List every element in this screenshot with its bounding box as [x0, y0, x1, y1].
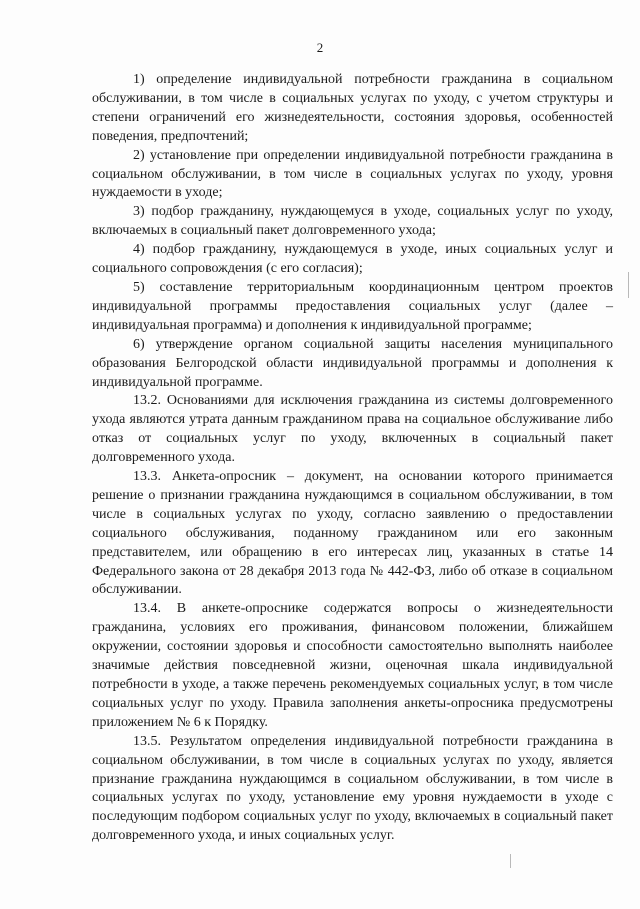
paragraph-item-3: 3) подбор гражданину, нуждающемуся в уходе, социальных услуг по уходу, включаемых в социальный пакет долговременного ухода; [92, 204, 613, 239]
paragraph-13-5: 13.5. Результатом определения индивидуальной потребности гражданина в социальном обслуживании, в том числе в социальных услугах по уходу, является признание гражданина нуждающимся в социальном обслуживании, в том числе в социальных услугах по уходу, установление ему уровня нуждаемости в уходе с последующим подбором социальных услуг по уходу, включаемых в социальный пакет долговременного ухода, и иных социальных услуг. [92, 733, 613, 844]
paragraph-item-4: 4) подбор гражданину, нуждающемуся в уходе, иных социальных услуг и социального сопровождения (с его согласия); [92, 242, 613, 277]
paragraph-item-6: 6) утверждение органом социальной защиты населения муниципального образования Белгородской области индивидуальной программы и дополнения к индивидуальной программе. [92, 336, 613, 390]
paragraph-item-1: 1) определение индивидуальной потребности гражданина в социальном обслуживании, в том числе в социальных услугах по уходу, с учетом структуры и степени ограничений его жизнедеятельности, состояния здоровья, особенностей поведения, предпочтений; [92, 72, 613, 144]
scan-artifact-line [628, 272, 629, 298]
page-number: 2 [316, 40, 324, 55]
paragraph-item-5: 5) составление территориальным координационным центром проектов индивидуальной программы предоставления социальных услуг (далее – индивидуальная программа) и дополнения к индивидуальной программе; [92, 279, 613, 333]
document-body [92, 71, 613, 846]
paragraph-13-2: 13.2. Основаниями для исключения гражданина из системы долговременного ухода являются утрата данным гражданином права на социальное обслуживание либо отказ от социальных услуг по уходу, включенных в социальный пакет долговременного ухода. [92, 393, 613, 466]
paragraph-item-2: 2) установление при определении индивидуальной потребности гражданина в социальном обслуживании, в том числе в социальных услугах по уходу, уровня нуждаемости в уходе; [92, 147, 613, 201]
paragraph-13-4: 13.4. В анкете-опроснике содержатся вопросы о жизнедеятельности гражданина, условиях его проживания, финансовом положении, ближайшем окружении, состоянии здоровья и способности самостоятельно выполнять наиболее значимые действия повседневной жизни, оценочная шкала индивидуальной потребности в уходе, а также перечень рекомендуемых социальных услуг, в том числе социальных услуг по уходу. Правила заполнения анкеты-опросника предусмотрены приложением № 6 к Порядку. [92, 601, 613, 730]
scan-artifact-line [510, 854, 511, 868]
paragraph-13-3: 13.3. Анкета-опросник – документ, на основании которого принимается решение о признании гражданина нуждающимся в социальном обслуживании, в том числе в социальных услугах по уходу, согласно заявлению о предоставлении социального обслуживания, поданному гражданином или его законным представителем, или обращению в его интересах лиц, указанных в статье 14 Федерального закона от 28 декабря 2013 года № 442-ФЗ, либо об отказе в социальном обслуживании. [92, 469, 613, 598]
